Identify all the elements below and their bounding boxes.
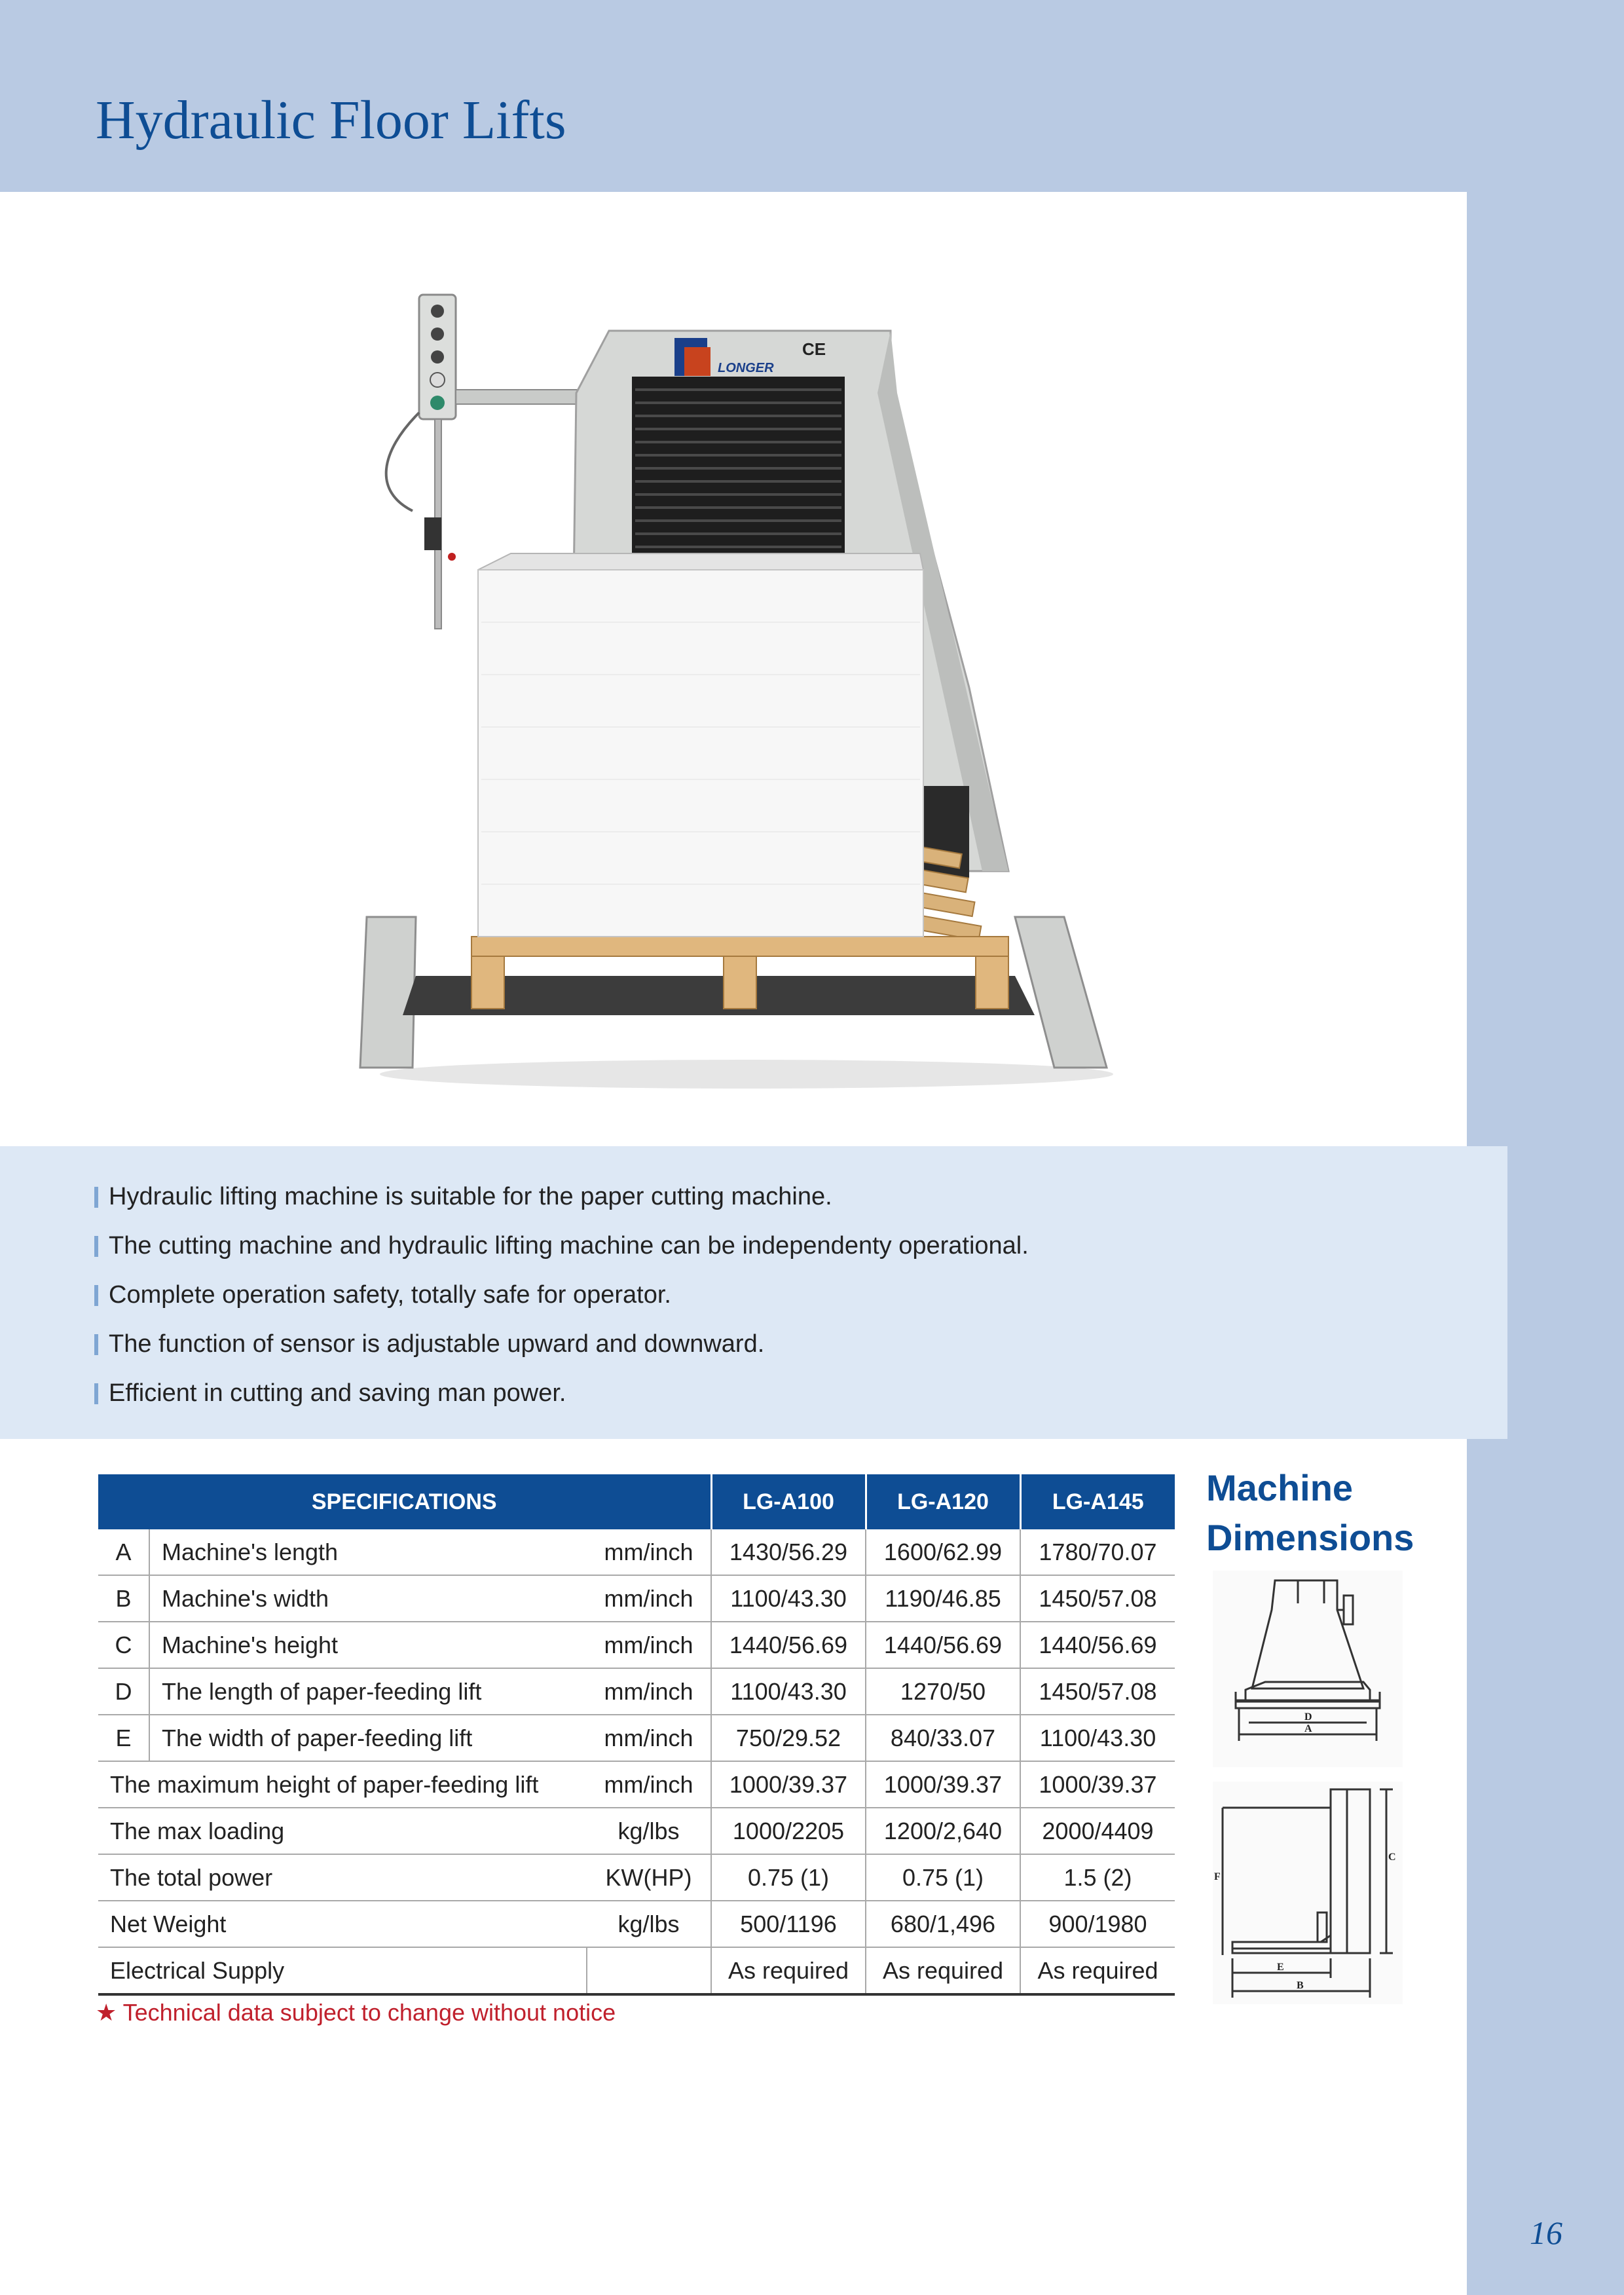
spec-value: 1000/39.37: [1020, 1761, 1175, 1808]
spec-unit: mm/inch: [587, 1761, 711, 1808]
spec-row: [98, 1901, 1175, 1947]
feature-item: [94, 1222, 1029, 1271]
spec-value: As required: [1020, 1947, 1175, 1994]
dimensions-title: Machine Dimensions: [1206, 1467, 1414, 1558]
ce-mark: CE: [802, 339, 826, 359]
feature-item: [94, 1369, 1029, 1418]
bullet-bar: [94, 1187, 98, 1208]
spec-value: 840/33.07: [866, 1715, 1020, 1761]
dim-label-f: F: [1214, 1871, 1221, 1882]
spec-unit: mm/inch: [587, 1715, 711, 1761]
spec-row: [98, 1529, 1175, 1575]
spec-value: 1780/70.07: [1020, 1529, 1175, 1575]
dim-label-d: D: [1304, 1711, 1312, 1723]
spec-value: 1.5 (2): [1020, 1854, 1175, 1901]
page-title: Hydraulic Floor Lifts: [96, 90, 566, 151]
feature-text: Efficient in cutting and saving man power.: [109, 1379, 566, 1407]
spec-value: 1440/56.69: [711, 1622, 866, 1668]
spec-value: 1000/39.37: [866, 1761, 1020, 1808]
spec-value: 900/1980: [1020, 1901, 1175, 1947]
model-header: LG-A100: [711, 1474, 866, 1529]
feature-text: Complete operation safety, totally safe for operator.: [109, 1281, 671, 1309]
spec-value: 1440/56.69: [866, 1622, 1020, 1668]
dim-label-c: C: [1388, 1852, 1396, 1863]
spec-unit: mm/inch: [587, 1622, 711, 1668]
spec-name: The maximum height of paper-feeding lift: [98, 1761, 587, 1808]
spec-letter: D: [98, 1668, 149, 1715]
spec-header-label: SPECIFICATIONS: [98, 1474, 711, 1529]
spec-row: [98, 1947, 1175, 1994]
spec-letter: A: [98, 1529, 149, 1575]
spec-value: 1440/56.69: [1020, 1622, 1175, 1668]
spec-letter: E: [98, 1715, 149, 1761]
feature-list: [94, 1172, 1029, 1418]
spec-value: 1000/2205: [711, 1808, 866, 1854]
spec-row: [98, 1715, 1175, 1761]
model-header: LG-A145: [1020, 1474, 1175, 1529]
spec-name: Machine's width: [149, 1575, 587, 1622]
spec-unit: mm/inch: [587, 1575, 711, 1622]
spec-letter: C: [98, 1622, 149, 1668]
disclaimer-note: [96, 1999, 616, 2026]
spec-row: [98, 1622, 1175, 1668]
spec-letter: B: [98, 1575, 149, 1622]
spec-name: Machine's height: [149, 1622, 587, 1668]
feature-item: [94, 1172, 1029, 1222]
spec-row: [98, 1761, 1175, 1808]
spec-value: 1000/39.37: [711, 1761, 866, 1808]
spec-name: Machine's length: [149, 1529, 587, 1575]
side-view-diagram: [1213, 1782, 1403, 2004]
spec-value: 500/1196: [711, 1901, 866, 1947]
spec-value: As required: [711, 1947, 866, 1994]
feature-text: The function of sensor is adjustable upward and downward.: [109, 1330, 765, 1358]
spec-row: [98, 1668, 1175, 1715]
spec-value: 1100/43.30: [1020, 1715, 1175, 1761]
dim-label-a: A: [1304, 1723, 1312, 1734]
spec-value: 2000/4409: [1020, 1808, 1175, 1854]
spec-name: The width of paper-feeding lift: [149, 1715, 587, 1761]
product-photo: [354, 282, 1139, 1094]
model-header: LG-A120: [866, 1474, 1020, 1529]
spec-value: 1200/2,640: [866, 1808, 1020, 1854]
feature-item: [94, 1320, 1029, 1369]
spec-unit: KW(HP): [587, 1854, 711, 1901]
feature-text: The cutting machine and hydraulic lifting machine can be independenty operational.: [109, 1232, 1029, 1259]
spec-row: [98, 1854, 1175, 1901]
spec-value: 1100/43.30: [711, 1575, 866, 1622]
spec-value: 1430/56.29: [711, 1529, 866, 1575]
spec-value: 1190/46.85: [866, 1575, 1020, 1622]
feature-item: [94, 1271, 1029, 1320]
spec-row: [98, 1808, 1175, 1854]
logo-text: LONGER: [718, 361, 774, 375]
feature-text: Hydraulic lifting machine is suitable for the paper cutting machine.: [109, 1183, 832, 1210]
star-icon: ★: [96, 1999, 117, 2026]
bullet-bar: [94, 1334, 98, 1355]
spec-row: [98, 1575, 1175, 1622]
spec-value: 1450/57.08: [1020, 1668, 1175, 1715]
spec-unit: mm/inch: [587, 1668, 711, 1715]
spec-unit: mm/inch: [587, 1529, 711, 1575]
spec-value: 680/1,496: [866, 1901, 1020, 1947]
spec-value: 750/29.52: [711, 1715, 866, 1761]
spec-table: [98, 1474, 1175, 1996]
spec-value: 1450/57.08: [1020, 1575, 1175, 1622]
bullet-bar: [94, 1383, 98, 1404]
spec-value: 0.75 (1): [711, 1854, 866, 1901]
front-view-diagram: [1213, 1571, 1403, 1767]
bullet-bar: [94, 1285, 98, 1306]
spec-name: Electrical Supply: [98, 1947, 587, 1994]
dim-label-b: B: [1297, 1980, 1304, 1991]
spec-unit: kg/lbs: [587, 1808, 711, 1854]
spec-value: 1100/43.30: [711, 1668, 866, 1715]
spec-unit: [587, 1947, 711, 1994]
page-number: 16: [1530, 2214, 1562, 2251]
spec-value: 0.75 (1): [866, 1854, 1020, 1901]
spec-name: The max loading: [98, 1808, 587, 1854]
spec-name: Net Weight: [98, 1901, 587, 1947]
dim-label-e: E: [1277, 1962, 1284, 1973]
spec-value: 1600/62.99: [866, 1529, 1020, 1575]
spec-unit: kg/lbs: [587, 1901, 711, 1947]
spec-name: The length of paper-feeding lift: [149, 1668, 587, 1715]
spec-header-row: [98, 1474, 1175, 1529]
spec-name: The total power: [98, 1854, 587, 1901]
spec-value: 1270/50: [866, 1668, 1020, 1715]
spec-value: As required: [866, 1947, 1020, 1994]
note-text: Technical data subject to change without notice: [122, 1999, 616, 2026]
bullet-bar: [94, 1236, 98, 1257]
